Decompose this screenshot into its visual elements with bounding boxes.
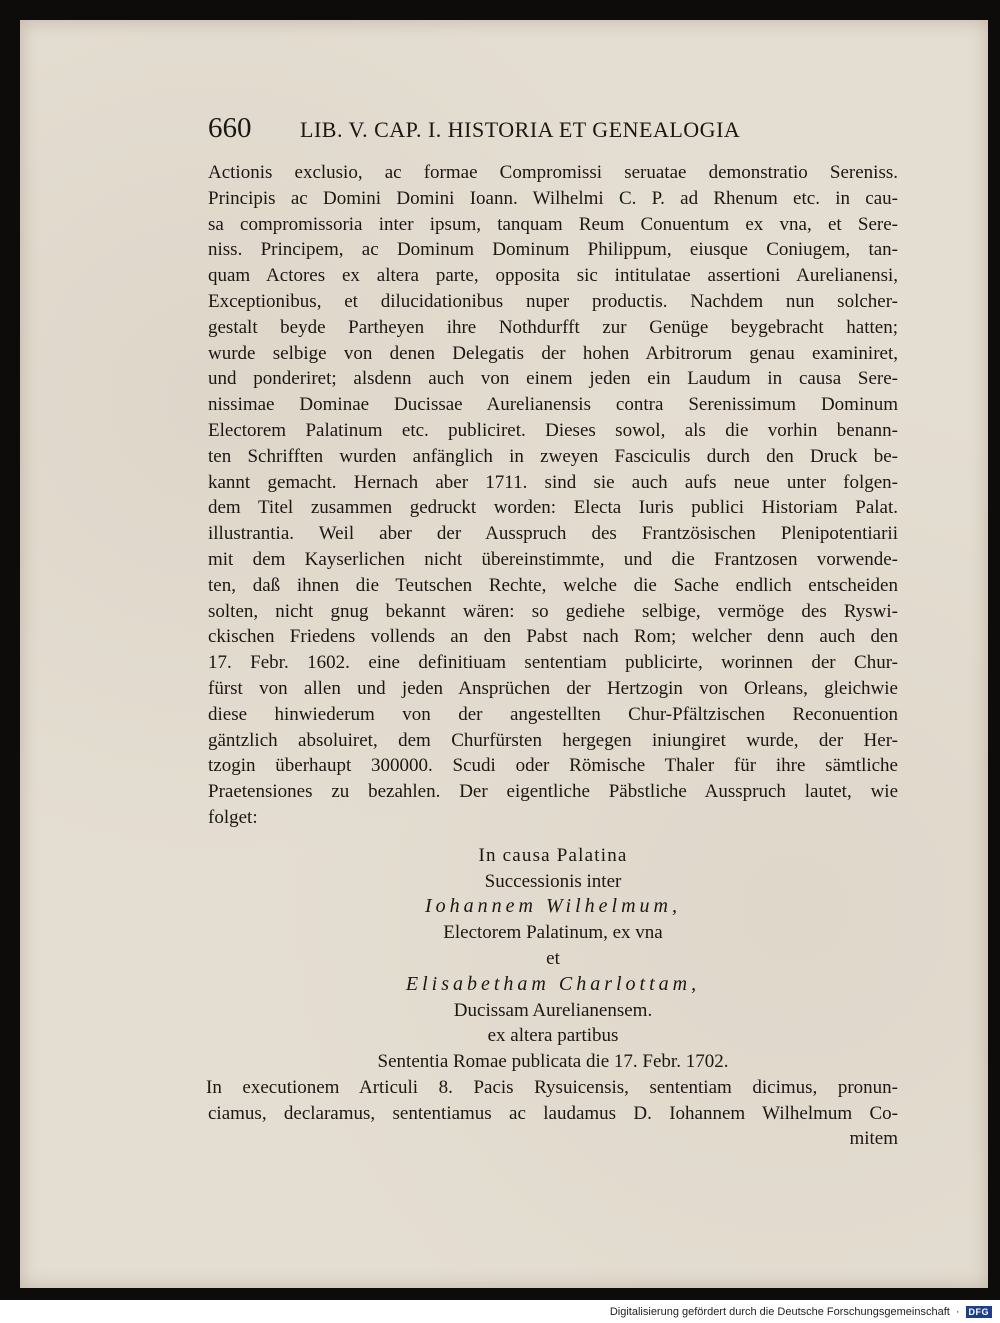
text-line: und ponderiret; alsdenn auch von einem jeden ein Laudum in causa Sere- [208, 368, 898, 390]
text-line: nissimae Dominae Ducissae Aurelianensis contra Serenissimum Dominum [208, 394, 898, 416]
text-line: ten, daß ihnen die Teutschen Rechte, welche die Sache endlich entscheiden [208, 574, 898, 596]
text-line: gäntzlich absoluiret, dem Churfürsten hergegen iniungiret wurde, der Her- [208, 729, 898, 751]
catchword: mitem [849, 1128, 898, 1150]
sentence-line: Ducissam Aurelianensem. [453, 999, 653, 1021]
text-line: folget: [208, 806, 258, 828]
text-line: wurde selbige von denen Delegatis der hohen Arbitrorum genau examiniret, [208, 342, 898, 364]
text-line: Exceptionibus, et dilucidationibus nuper productis. Nachdem nun solcher- [208, 290, 898, 312]
running-head: LIB. V. CAP. I. HISTORIA ET GENEALOGIA [300, 117, 741, 142]
text-line: In executionem Articuli 8. Pacis Rysuicensis, sententiam dicimus, pronun- [206, 1076, 898, 1098]
text-line: ckischen Friedens vollends an den Pabst nach Rom; welcher denn auch den [208, 626, 898, 648]
text-line: sa compromissoria inter ipsum, tanquam Reum Conuentum ex vna, et Sere- [208, 213, 898, 235]
page-body [208, 160, 898, 1152]
text-line: mit dem Kayserlichen nicht übereinstimmte, und die Frantzosen vorwende- [208, 548, 898, 570]
party-name: Elisabetham Charlottam, [405, 972, 701, 995]
sentence-date: Sententia Romae publicata die 17. Febr. 1702. [377, 1051, 729, 1073]
separator: · [955, 1306, 960, 1318]
text-line: tzogin überhaupt 300000. Scudi oder Römische Thaler für ihre sämtliche [208, 755, 898, 777]
text-line: quam Actores ex altera parte, opposita sic intitulatae assertioni Aurelianensi, [208, 265, 898, 287]
text-line: Principis ac Domini Domini Ioann. Wilhelmi C. P. ad Rhenum etc. in cau- [208, 187, 898, 209]
text-line: ten Schrifften wurden anfänglich in zweyen Fasciculis durch den Druck be- [208, 445, 898, 467]
text-line: Electorem Palatinum etc. publiciret. Dieses sowol, als die vorhin benann- [208, 419, 898, 441]
text-line: gestalt beyde Partheyen ihre Nothdurfft zur Genüge beygebracht hatten; [208, 316, 898, 338]
sentence-heading: In causa Palatina [478, 844, 628, 866]
text-line: 17. Febr. 1602. eine definitiuam sententiam publicirte, worinnen der Chur- [208, 652, 898, 674]
sentence-line: Electorem Palatinum, ex vna [443, 922, 663, 944]
page-header [208, 112, 798, 145]
sentence-line: Successionis inter [484, 870, 622, 892]
text-line: fürst von allen und jeden Ansprüchen der Hertzogin von Orleans, gleichwie [208, 677, 898, 699]
text-line: illustrantia. Weil aber der Ausspruch des Frantzösischen Plenipotentiarii [208, 523, 898, 545]
text-line: Actionis exclusio, ac formae Compromissi seruatae demonstratio Sereniss. [208, 162, 898, 183]
text-line: diese hinwiederum von der angestellten Chur-Pfältzischen Reconuention [208, 703, 898, 725]
text-line: ciamus, declaramus, sententiamus ac laudamus D. Iohannem Wilhelmum Co- [208, 1102, 898, 1124]
text-line: solten, nicht gnug bekannt wären: so gediehe selbige, vermöge des Ryswi- [208, 600, 898, 622]
text-line: dem Titel zusammen gedruckt worden: Electa Iuris publici Historiam Palat. [208, 497, 898, 519]
digitization-credit [610, 1306, 992, 1318]
text-line: Praetensiones zu bezahlen. Der eigentliche Päbstliche Ausspruch lautet, wie [208, 781, 898, 803]
sentence-line: et [546, 947, 560, 969]
text-line: niss. Principem, ac Dominum Dominum Philippum, eiusque Coniugem, tan- [208, 239, 898, 261]
sentence-line: ex altera partibus [487, 1025, 619, 1047]
party-name: Iohannem Wilhelmum, [425, 895, 681, 918]
dfg-logo-icon: DFG [966, 1306, 993, 1318]
text-line: kannt gemacht. Hernach aber 1711. sind sie auch aufs neue unter folgen- [208, 471, 898, 493]
credit-text: Digitalisierung gefördert durch die Deutsche Forschungsgemeinschaft [609, 1306, 950, 1318]
page-number: 660 [208, 112, 252, 144]
